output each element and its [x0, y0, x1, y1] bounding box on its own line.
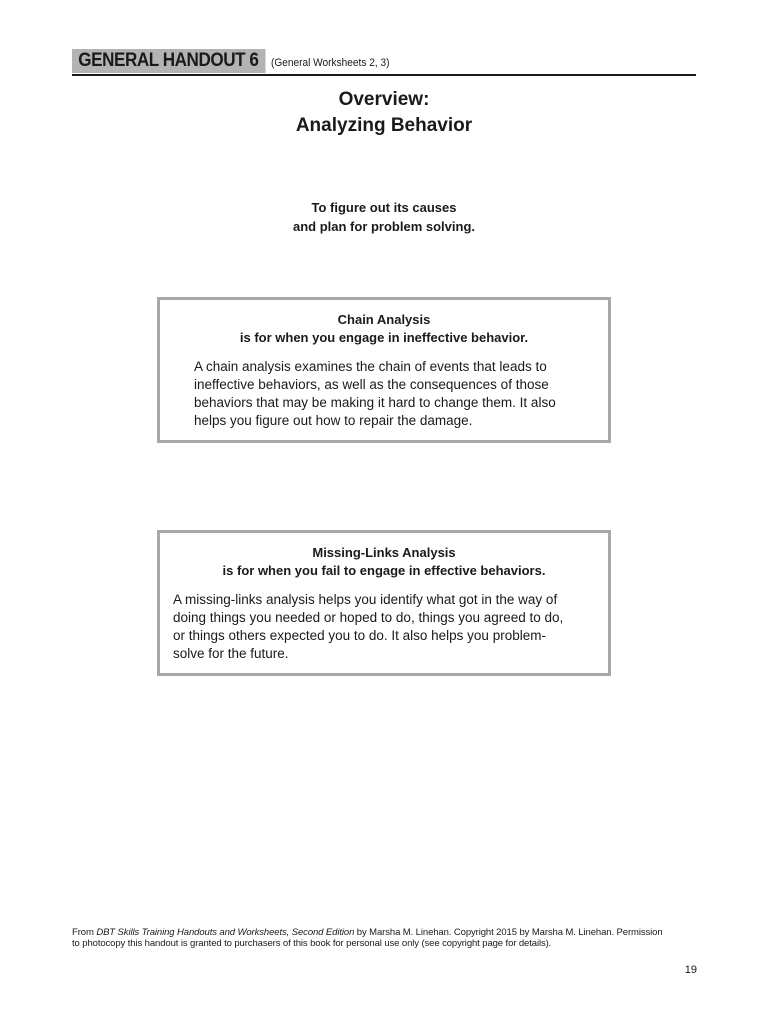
- page-title-line-2: Analyzing Behavior: [295, 115, 473, 136]
- missing-links-body-line: doing things you needed or hoped to do, things you agreed to do,: [173, 610, 564, 625]
- intro-text: [0, 198, 768, 236]
- handout-header: [72, 49, 696, 76]
- page-title: [0, 87, 768, 139]
- missing-links-body-line: or things others expected you to do. It also helps you problem-: [173, 628, 546, 643]
- footer-line-2: to photocopy this handout is granted to purchasers of this book for personal use only (see copyright page for details).: [72, 938, 552, 949]
- chain-analysis-body-line: A chain analysis examines the chain of events that leads to: [194, 359, 547, 374]
- missing-links-body: [160, 591, 608, 663]
- chain-analysis-body: [160, 358, 608, 430]
- footer-prefix: From: [72, 927, 97, 938]
- intro-line-1: To figure out its causes: [311, 200, 457, 215]
- footer-line-1: [72, 927, 702, 938]
- chain-analysis-box: [157, 297, 611, 443]
- footer-book-title: DBT Skills Training Handouts and Worksheets, Second Edition: [96, 927, 355, 938]
- handout-label: GENERAL HANDOUT 6: [72, 49, 266, 73]
- missing-links-subtitle: is for when you fail to engage in effective behaviors.: [222, 563, 546, 578]
- page-number: 19: [684, 964, 697, 976]
- footer-rest: by Marsha M. Linehan. Copyright 2015 by Marsha M. Linehan. Permission: [354, 927, 663, 938]
- handout-subtitle: (General Worksheets 2, 3): [271, 57, 390, 69]
- missing-links-body-line: A missing-links analysis helps you identify what got in the way of: [173, 592, 558, 607]
- chain-analysis-title: Chain Analysis: [337, 312, 431, 327]
- chain-analysis-body-line: behaviors that may be making it hard to change them. It also: [194, 395, 556, 410]
- intro-line-2: and plan for problem solving.: [292, 219, 475, 234]
- chain-analysis-body-line: helps you figure out how to repair the damage.: [194, 413, 473, 428]
- chain-analysis-subtitle: is for when you engage in ineffective behavior.: [239, 330, 529, 345]
- copyright-footer: [72, 927, 702, 949]
- missing-links-title: Missing-Links Analysis: [312, 545, 456, 560]
- missing-links-heading: [160, 544, 608, 580]
- missing-links-body-line: solve for the future.: [173, 646, 289, 661]
- chain-analysis-heading: [160, 311, 608, 347]
- chain-analysis-body-line: ineffective behaviors, as well as the consequences of those: [194, 377, 549, 392]
- missing-links-box: [157, 530, 611, 676]
- page-title-line-1: Overview:: [338, 89, 430, 110]
